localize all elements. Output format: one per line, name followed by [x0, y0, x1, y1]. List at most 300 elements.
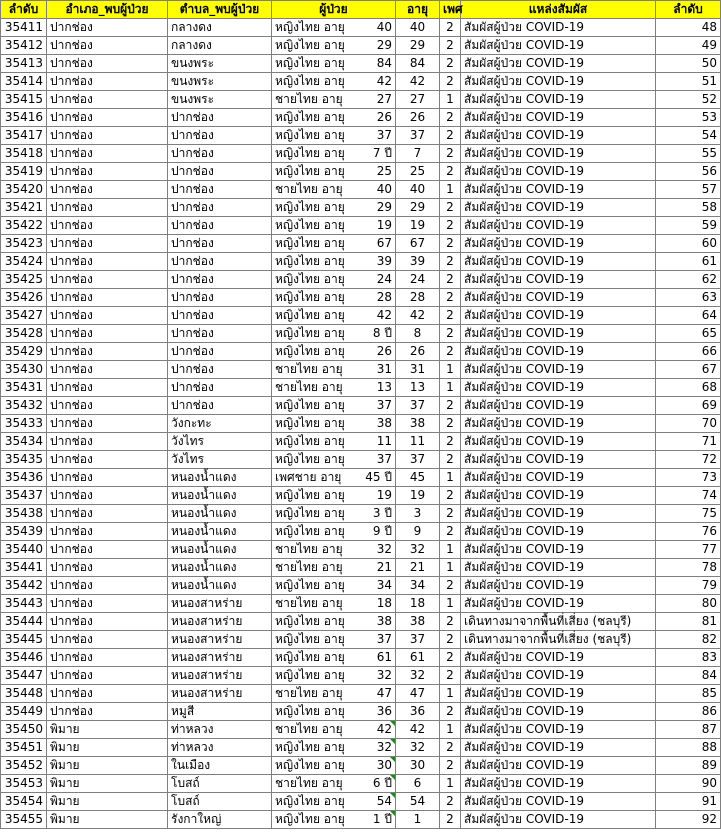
- cell-subdistrict[interactable]: วังไทร: [168, 433, 272, 451]
- header-patient[interactable]: ผู้ป่วย: [272, 1, 396, 19]
- cell-age[interactable]: 1: [396, 811, 440, 829]
- cell-age[interactable]: 13: [396, 379, 440, 397]
- cell-patient[interactable]: [272, 271, 396, 289]
- cell-age[interactable]: 67: [396, 235, 440, 253]
- cell-patient[interactable]: [272, 253, 396, 271]
- cell-order[interactable]: 56: [656, 163, 721, 181]
- cell-order[interactable]: 86: [656, 703, 721, 721]
- cell-age[interactable]: 26: [396, 343, 440, 361]
- cell-district[interactable]: ปากช่อง: [47, 667, 168, 685]
- cell-sex[interactable]: 2: [440, 505, 461, 523]
- cell-patient[interactable]: [272, 307, 396, 325]
- cell-source[interactable]: สัมผัสผู้ป่วย COVID-19: [461, 55, 656, 73]
- cell-patient[interactable]: [272, 505, 396, 523]
- cell-age[interactable]: 42: [396, 73, 440, 91]
- cell-source[interactable]: สัมผัสผู้ป่วย COVID-19: [461, 37, 656, 55]
- cell-patient[interactable]: [272, 181, 396, 199]
- cell-subdistrict[interactable]: ท่าหลวง: [168, 739, 272, 757]
- cell-age[interactable]: 37: [396, 451, 440, 469]
- cell-sex[interactable]: 2: [440, 163, 461, 181]
- cell-district[interactable]: ปากช่อง: [47, 451, 168, 469]
- cell-subdistrict[interactable]: หนองสาหร่าย: [168, 649, 272, 667]
- cell-district[interactable]: ปากช่อง: [47, 235, 168, 253]
- cell-order[interactable]: 89: [656, 757, 721, 775]
- cell-subdistrict[interactable]: หนองน้ำแดง: [168, 469, 272, 487]
- cell-id[interactable]: 35432: [1, 397, 47, 415]
- cell-order[interactable]: 65: [656, 325, 721, 343]
- cell-age[interactable]: 54: [396, 793, 440, 811]
- cell-id[interactable]: 35451: [1, 739, 47, 757]
- cell-age[interactable]: 38: [396, 415, 440, 433]
- cell-patient[interactable]: [272, 397, 396, 415]
- cell-source[interactable]: สัมผัสผู้ป่วย COVID-19: [461, 181, 656, 199]
- header-age[interactable]: อายุ: [396, 1, 440, 19]
- cell-patient[interactable]: [272, 415, 396, 433]
- cell-district[interactable]: ปากช่อง: [47, 217, 168, 235]
- cell-patient[interactable]: [272, 127, 396, 145]
- cell-source[interactable]: สัมผัสผู้ป่วย COVID-19: [461, 19, 656, 37]
- cell-district[interactable]: ปากช่อง: [47, 181, 168, 199]
- cell-patient[interactable]: [272, 145, 396, 163]
- cell-subdistrict[interactable]: หมูสี: [168, 703, 272, 721]
- cell-order[interactable]: 73: [656, 469, 721, 487]
- cell-source[interactable]: สัมผัสผู้ป่วย COVID-19: [461, 289, 656, 307]
- cell-sex[interactable]: 1: [440, 775, 461, 793]
- cell-id[interactable]: 35429: [1, 343, 47, 361]
- cell-source[interactable]: สัมผัสผู้ป่วย COVID-19: [461, 397, 656, 415]
- cell-sex[interactable]: 2: [440, 433, 461, 451]
- cell-source[interactable]: สัมผัสผู้ป่วย COVID-19: [461, 127, 656, 145]
- cell-age[interactable]: 36: [396, 703, 440, 721]
- cell-patient[interactable]: [272, 109, 396, 127]
- cell-source[interactable]: สัมผัสผู้ป่วย COVID-19: [461, 433, 656, 451]
- cell-district[interactable]: ปากช่อง: [47, 433, 168, 451]
- cell-patient[interactable]: [272, 667, 396, 685]
- cell-subdistrict[interactable]: ปากช่อง: [168, 307, 272, 325]
- cell-id[interactable]: 35418: [1, 145, 47, 163]
- cell-district[interactable]: ปากช่อง: [47, 343, 168, 361]
- cell-sex[interactable]: 2: [440, 811, 461, 829]
- cell-age[interactable]: 6: [396, 775, 440, 793]
- cell-id[interactable]: 35447: [1, 667, 47, 685]
- cell-order[interactable]: 75: [656, 505, 721, 523]
- cell-district[interactable]: ปากช่อง: [47, 685, 168, 703]
- cell-subdistrict[interactable]: โบสถ์: [168, 775, 272, 793]
- cell-source[interactable]: สัมผัสผู้ป่วย COVID-19: [461, 505, 656, 523]
- cell-order[interactable]: 91: [656, 793, 721, 811]
- cell-subdistrict[interactable]: ท่าหลวง: [168, 721, 272, 739]
- cell-age[interactable]: 39: [396, 253, 440, 271]
- cell-source[interactable]: สัมผัสผู้ป่วย COVID-19: [461, 649, 656, 667]
- cell-patient[interactable]: [272, 631, 396, 649]
- cell-district[interactable]: ปากช่อง: [47, 145, 168, 163]
- cell-order[interactable]: 79: [656, 577, 721, 595]
- cell-patient[interactable]: [272, 343, 396, 361]
- cell-order[interactable]: 57: [656, 181, 721, 199]
- cell-id[interactable]: 35414: [1, 73, 47, 91]
- cell-sex[interactable]: 2: [440, 631, 461, 649]
- cell-sex[interactable]: 2: [440, 271, 461, 289]
- cell-id[interactable]: 35449: [1, 703, 47, 721]
- cell-age[interactable]: 28: [396, 289, 440, 307]
- cell-source[interactable]: สัมผัสผู้ป่วย COVID-19: [461, 145, 656, 163]
- cell-sex[interactable]: 2: [440, 199, 461, 217]
- cell-sex[interactable]: 2: [440, 55, 461, 73]
- header-subdistrict[interactable]: ตำบล_พบผู้ป่วย: [168, 1, 272, 19]
- cell-patient[interactable]: [272, 559, 396, 577]
- cell-source[interactable]: สัมผัสผู้ป่วย COVID-19: [461, 217, 656, 235]
- cell-id[interactable]: 35440: [1, 541, 47, 559]
- cell-id[interactable]: 35436: [1, 469, 47, 487]
- cell-subdistrict[interactable]: ปากช่อง: [168, 109, 272, 127]
- cell-district[interactable]: ปากช่อง: [47, 199, 168, 217]
- cell-district[interactable]: ปากช่อง: [47, 631, 168, 649]
- cell-source[interactable]: เดินทางมาจากพื้นที่เสี่ยง (ชลบุรี): [461, 613, 656, 631]
- cell-order[interactable]: 74: [656, 487, 721, 505]
- cell-id[interactable]: 35415: [1, 91, 47, 109]
- cell-subdistrict[interactable]: ปากช่อง: [168, 217, 272, 235]
- cell-sex[interactable]: 1: [440, 559, 461, 577]
- cell-district[interactable]: ปากช่อง: [47, 577, 168, 595]
- cell-order[interactable]: 80: [656, 595, 721, 613]
- cell-sex[interactable]: 1: [440, 541, 461, 559]
- cell-subdistrict[interactable]: ปากช่อง: [168, 127, 272, 145]
- cell-sex[interactable]: 2: [440, 325, 461, 343]
- header-id[interactable]: ลำดับ: [1, 1, 47, 19]
- cell-sex[interactable]: 2: [440, 19, 461, 37]
- cell-subdistrict[interactable]: ปากช่อง: [168, 271, 272, 289]
- cell-id[interactable]: 35439: [1, 523, 47, 541]
- cell-subdistrict[interactable]: หนองสาหร่าย: [168, 667, 272, 685]
- cell-order[interactable]: 84: [656, 667, 721, 685]
- cell-source[interactable]: สัมผัสผู้ป่วย COVID-19: [461, 91, 656, 109]
- cell-order[interactable]: 72: [656, 451, 721, 469]
- cell-source[interactable]: สัมผัสผู้ป่วย COVID-19: [461, 541, 656, 559]
- cell-sex[interactable]: 1: [440, 181, 461, 199]
- cell-subdistrict[interactable]: ปากช่อง: [168, 181, 272, 199]
- cell-order[interactable]: 90: [656, 775, 721, 793]
- cell-patient[interactable]: [272, 163, 396, 181]
- cell-age[interactable]: 32: [396, 667, 440, 685]
- cell-district[interactable]: ปากช่อง: [47, 487, 168, 505]
- cell-id[interactable]: 35454: [1, 793, 47, 811]
- cell-source[interactable]: เดินทางมาจากพื้นที่เสี่ยง (ชลบุรี): [461, 631, 656, 649]
- cell-order[interactable]: 83: [656, 649, 721, 667]
- cell-order[interactable]: 48: [656, 19, 721, 37]
- cell-id[interactable]: 35446: [1, 649, 47, 667]
- cell-source[interactable]: สัมผัสผู้ป่วย COVID-19: [461, 685, 656, 703]
- cell-sex[interactable]: 2: [440, 73, 461, 91]
- cell-subdistrict[interactable]: กลางดง: [168, 37, 272, 55]
- cell-patient[interactable]: [272, 199, 396, 217]
- cell-age[interactable]: 37: [396, 631, 440, 649]
- cell-id[interactable]: 35441: [1, 559, 47, 577]
- cell-district[interactable]: ปากช่อง: [47, 253, 168, 271]
- cell-district[interactable]: ปากช่อง: [47, 109, 168, 127]
- cell-order[interactable]: 82: [656, 631, 721, 649]
- cell-sex[interactable]: 2: [440, 739, 461, 757]
- cell-id[interactable]: 35413: [1, 55, 47, 73]
- cell-patient[interactable]: [272, 217, 396, 235]
- cell-order[interactable]: 69: [656, 397, 721, 415]
- cell-age[interactable]: 45: [396, 469, 440, 487]
- cell-district[interactable]: ปากช่อง: [47, 163, 168, 181]
- cell-patient[interactable]: [272, 613, 396, 631]
- cell-district[interactable]: ปากช่อง: [47, 91, 168, 109]
- cell-order[interactable]: 60: [656, 235, 721, 253]
- cell-age[interactable]: 42: [396, 307, 440, 325]
- cell-patient[interactable]: [272, 757, 396, 775]
- cell-order[interactable]: 87: [656, 721, 721, 739]
- cell-district[interactable]: พิมาย: [47, 793, 168, 811]
- cell-order[interactable]: 50: [656, 55, 721, 73]
- cell-age[interactable]: 32: [396, 739, 440, 757]
- cell-subdistrict[interactable]: รังกาใหญ่: [168, 811, 272, 829]
- cell-sex[interactable]: 2: [440, 793, 461, 811]
- cell-source[interactable]: สัมผัสผู้ป่วย COVID-19: [461, 775, 656, 793]
- cell-sex[interactable]: 2: [440, 667, 461, 685]
- cell-id[interactable]: 35428: [1, 325, 47, 343]
- cell-district[interactable]: พิมาย: [47, 811, 168, 829]
- cell-age[interactable]: 11: [396, 433, 440, 451]
- cell-district[interactable]: พิมาย: [47, 721, 168, 739]
- header-sex[interactable]: เพศ: [440, 1, 461, 19]
- cell-age[interactable]: 84: [396, 55, 440, 73]
- cell-order[interactable]: 62: [656, 271, 721, 289]
- cell-age[interactable]: 24: [396, 271, 440, 289]
- cell-order[interactable]: 78: [656, 559, 721, 577]
- cell-district[interactable]: ปากช่อง: [47, 73, 168, 91]
- cell-source[interactable]: สัมผัสผู้ป่วย COVID-19: [461, 721, 656, 739]
- cell-sex[interactable]: 2: [440, 307, 461, 325]
- cell-patient[interactable]: [272, 379, 396, 397]
- cell-subdistrict[interactable]: โบสถ์: [168, 793, 272, 811]
- cell-order[interactable]: 85: [656, 685, 721, 703]
- cell-patient[interactable]: [272, 523, 396, 541]
- cell-source[interactable]: สัมผัสผู้ป่วย COVID-19: [461, 811, 656, 829]
- cell-district[interactable]: ปากช่อง: [47, 127, 168, 145]
- cell-age[interactable]: 27: [396, 91, 440, 109]
- cell-order[interactable]: 51: [656, 73, 721, 91]
- cell-sex[interactable]: 2: [440, 613, 461, 631]
- cell-id[interactable]: 35452: [1, 757, 47, 775]
- cell-age[interactable]: 40: [396, 19, 440, 37]
- cell-district[interactable]: ปากช่อง: [47, 397, 168, 415]
- cell-age[interactable]: 9: [396, 523, 440, 541]
- cell-source[interactable]: สัมผัสผู้ป่วย COVID-19: [461, 559, 656, 577]
- cell-source[interactable]: สัมผัสผู้ป่วย COVID-19: [461, 577, 656, 595]
- cell-age[interactable]: 19: [396, 487, 440, 505]
- cell-subdistrict[interactable]: ปากช่อง: [168, 145, 272, 163]
- cell-subdistrict[interactable]: หนองน้ำแดง: [168, 523, 272, 541]
- cell-patient[interactable]: [272, 541, 396, 559]
- cell-patient[interactable]: [272, 55, 396, 73]
- cell-sex[interactable]: 2: [440, 397, 461, 415]
- cell-district[interactable]: ปากช่อง: [47, 703, 168, 721]
- cell-id[interactable]: 35427: [1, 307, 47, 325]
- cell-age[interactable]: 31: [396, 361, 440, 379]
- cell-patient[interactable]: [272, 703, 396, 721]
- cell-sex[interactable]: 2: [440, 577, 461, 595]
- cell-source[interactable]: สัมผัสผู้ป่วย COVID-19: [461, 271, 656, 289]
- cell-order[interactable]: 63: [656, 289, 721, 307]
- cell-patient[interactable]: [272, 433, 396, 451]
- cell-age[interactable]: 29: [396, 37, 440, 55]
- cell-source[interactable]: สัมผัสผู้ป่วย COVID-19: [461, 451, 656, 469]
- cell-sex[interactable]: 2: [440, 523, 461, 541]
- cell-district[interactable]: พิมาย: [47, 757, 168, 775]
- cell-subdistrict[interactable]: ปากช่อง: [168, 379, 272, 397]
- cell-subdistrict[interactable]: ปากช่อง: [168, 343, 272, 361]
- cell-subdistrict[interactable]: ปากช่อง: [168, 163, 272, 181]
- cell-age[interactable]: 30: [396, 757, 440, 775]
- cell-subdistrict[interactable]: ปากช่อง: [168, 253, 272, 271]
- cell-sex[interactable]: 2: [440, 235, 461, 253]
- cell-id[interactable]: 35433: [1, 415, 47, 433]
- cell-source[interactable]: สัมผัสผู้ป่วย COVID-19: [461, 307, 656, 325]
- cell-sex[interactable]: 1: [440, 721, 461, 739]
- cell-sex[interactable]: 2: [440, 649, 461, 667]
- cell-district[interactable]: ปากช่อง: [47, 505, 168, 523]
- cell-subdistrict[interactable]: หนองน้ำแดง: [168, 541, 272, 559]
- cell-age[interactable]: 42: [396, 721, 440, 739]
- cell-subdistrict[interactable]: วังไทร: [168, 451, 272, 469]
- cell-id[interactable]: 35421: [1, 199, 47, 217]
- cell-source[interactable]: สัมผัสผู้ป่วย COVID-19: [461, 595, 656, 613]
- cell-age[interactable]: 7: [396, 145, 440, 163]
- cell-sex[interactable]: 1: [440, 685, 461, 703]
- cell-sex[interactable]: 2: [440, 127, 461, 145]
- cell-sex[interactable]: 1: [440, 469, 461, 487]
- cell-id[interactable]: 35419: [1, 163, 47, 181]
- cell-sex[interactable]: 2: [440, 289, 461, 307]
- cell-patient[interactable]: [272, 19, 396, 37]
- cell-patient[interactable]: [272, 91, 396, 109]
- cell-patient[interactable]: [272, 235, 396, 253]
- cell-source[interactable]: สัมผัสผู้ป่วย COVID-19: [461, 523, 656, 541]
- cell-district[interactable]: ปากช่อง: [47, 307, 168, 325]
- cell-age[interactable]: 38: [396, 613, 440, 631]
- cell-sex[interactable]: 2: [440, 343, 461, 361]
- cell-age[interactable]: 8: [396, 325, 440, 343]
- cell-subdistrict[interactable]: ปากช่อง: [168, 325, 272, 343]
- cell-source[interactable]: สัมผัสผู้ป่วย COVID-19: [461, 757, 656, 775]
- cell-sex[interactable]: 2: [440, 145, 461, 163]
- cell-patient[interactable]: [272, 649, 396, 667]
- cell-sex[interactable]: 2: [440, 757, 461, 775]
- cell-source[interactable]: สัมผัสผู้ป่วย COVID-19: [461, 253, 656, 271]
- cell-id[interactable]: 35443: [1, 595, 47, 613]
- cell-order[interactable]: 71: [656, 433, 721, 451]
- cell-id[interactable]: 35416: [1, 109, 47, 127]
- cell-source[interactable]: สัมผัสผู้ป่วย COVID-19: [461, 667, 656, 685]
- cell-patient[interactable]: [272, 73, 396, 91]
- cell-patient[interactable]: [272, 487, 396, 505]
- cell-district[interactable]: ปากช่อง: [47, 379, 168, 397]
- cell-id[interactable]: 35444: [1, 613, 47, 631]
- cell-source[interactable]: สัมผัสผู้ป่วย COVID-19: [461, 469, 656, 487]
- cell-id[interactable]: 35417: [1, 127, 47, 145]
- cell-source[interactable]: สัมผัสผู้ป่วย COVID-19: [461, 361, 656, 379]
- cell-order[interactable]: 77: [656, 541, 721, 559]
- cell-patient[interactable]: [272, 325, 396, 343]
- cell-order[interactable]: 54: [656, 127, 721, 145]
- cell-age[interactable]: 21: [396, 559, 440, 577]
- cell-age[interactable]: 37: [396, 397, 440, 415]
- cell-order[interactable]: 61: [656, 253, 721, 271]
- cell-id[interactable]: 35423: [1, 235, 47, 253]
- cell-source[interactable]: สัมผัสผู้ป่วย COVID-19: [461, 73, 656, 91]
- header-district[interactable]: อำเภอ_พบผู้ป่วย: [47, 1, 168, 19]
- cell-source[interactable]: สัมผัสผู้ป่วย COVID-19: [461, 325, 656, 343]
- cell-sex[interactable]: 2: [440, 415, 461, 433]
- cell-source[interactable]: สัมผัสผู้ป่วย COVID-19: [461, 109, 656, 127]
- cell-district[interactable]: ปากช่อง: [47, 613, 168, 631]
- cell-subdistrict[interactable]: หนองสาหร่าย: [168, 685, 272, 703]
- cell-order[interactable]: 52: [656, 91, 721, 109]
- cell-subdistrict[interactable]: หนองสาหร่าย: [168, 613, 272, 631]
- cell-patient[interactable]: [272, 739, 396, 757]
- cell-subdistrict[interactable]: ในเมือง: [168, 757, 272, 775]
- cell-sex[interactable]: 2: [440, 703, 461, 721]
- cell-patient[interactable]: [272, 775, 396, 793]
- cell-order[interactable]: 59: [656, 217, 721, 235]
- cell-id[interactable]: 35442: [1, 577, 47, 595]
- cell-patient[interactable]: [272, 721, 396, 739]
- cell-source[interactable]: สัมผัสผู้ป่วย COVID-19: [461, 199, 656, 217]
- cell-id[interactable]: 35420: [1, 181, 47, 199]
- cell-sex[interactable]: 1: [440, 595, 461, 613]
- cell-age[interactable]: 32: [396, 541, 440, 559]
- cell-patient[interactable]: [272, 685, 396, 703]
- cell-source[interactable]: สัมผัสผู้ป่วย COVID-19: [461, 793, 656, 811]
- cell-patient[interactable]: [272, 451, 396, 469]
- cell-district[interactable]: พิมาย: [47, 739, 168, 757]
- cell-id[interactable]: 35448: [1, 685, 47, 703]
- cell-source[interactable]: สัมผัสผู้ป่วย COVID-19: [461, 163, 656, 181]
- cell-age[interactable]: 40: [396, 181, 440, 199]
- cell-subdistrict[interactable]: ขนงพระ: [168, 55, 272, 73]
- cell-order[interactable]: 81: [656, 613, 721, 631]
- cell-id[interactable]: 35431: [1, 379, 47, 397]
- cell-patient[interactable]: [272, 37, 396, 55]
- cell-district[interactable]: ปากช่อง: [47, 37, 168, 55]
- cell-sex[interactable]: 2: [440, 253, 461, 271]
- cell-age[interactable]: 47: [396, 685, 440, 703]
- cell-order[interactable]: 92: [656, 811, 721, 829]
- cell-sex[interactable]: 2: [440, 109, 461, 127]
- cell-district[interactable]: ปากช่อง: [47, 595, 168, 613]
- cell-sex[interactable]: 2: [440, 217, 461, 235]
- cell-subdistrict[interactable]: หนองน้ำแดง: [168, 505, 272, 523]
- cell-age[interactable]: 19: [396, 217, 440, 235]
- cell-id[interactable]: 35455: [1, 811, 47, 829]
- cell-district[interactable]: พิมาย: [47, 775, 168, 793]
- cell-age[interactable]: 29: [396, 199, 440, 217]
- cell-order[interactable]: 58: [656, 199, 721, 217]
- cell-district[interactable]: ปากช่อง: [47, 541, 168, 559]
- cell-id[interactable]: 35450: [1, 721, 47, 739]
- cell-source[interactable]: สัมผัสผู้ป่วย COVID-19: [461, 343, 656, 361]
- cell-id[interactable]: 35434: [1, 433, 47, 451]
- cell-id[interactable]: 35453: [1, 775, 47, 793]
- cell-order[interactable]: 68: [656, 379, 721, 397]
- cell-sex[interactable]: 1: [440, 379, 461, 397]
- cell-district[interactable]: ปากช่อง: [47, 469, 168, 487]
- cell-order[interactable]: 55: [656, 145, 721, 163]
- cell-sex[interactable]: 1: [440, 91, 461, 109]
- cell-sex[interactable]: 2: [440, 487, 461, 505]
